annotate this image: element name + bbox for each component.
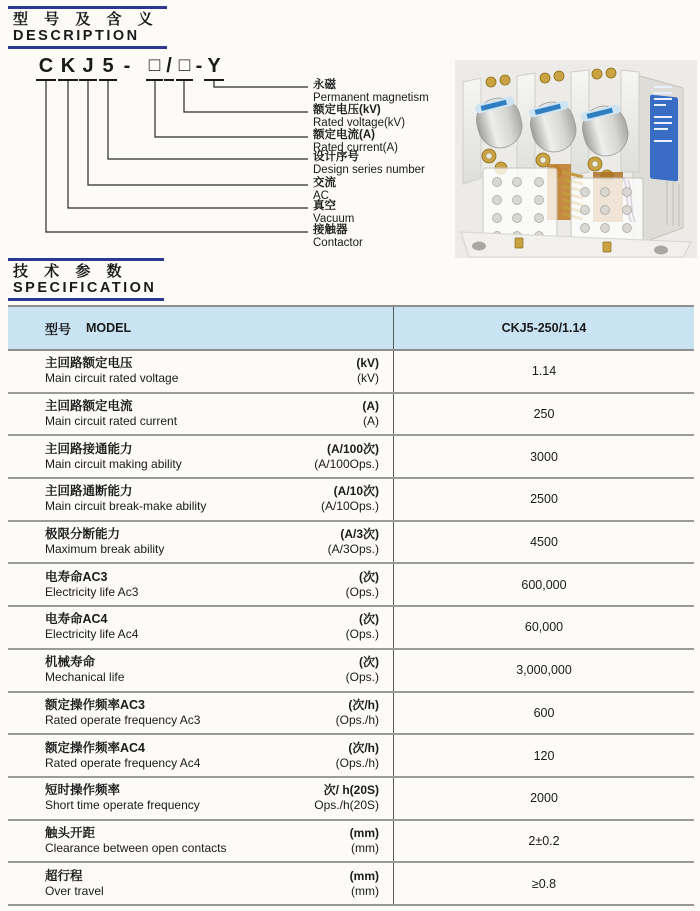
- param-cell: [8, 693, 394, 734]
- table-row: [8, 436, 694, 479]
- model-char-slash: /: [164, 55, 174, 81]
- callout-cn: 真空: [313, 200, 336, 212]
- callout-en: Design series number: [313, 163, 425, 176]
- callout-en: Contactor: [313, 236, 363, 249]
- param-cell: [8, 735, 394, 776]
- param-unit-en: (A): [363, 414, 379, 429]
- param-unit-cn: (次): [359, 655, 379, 670]
- param-name-cn: 主回路额定电压: [45, 356, 133, 371]
- param-unit-cn: (A/10次): [333, 484, 379, 499]
- callout-en: Rated current(A): [313, 141, 399, 154]
- specification-heading-cn: 技 术 参 数: [13, 263, 128, 280]
- model-char-C: C: [36, 55, 56, 81]
- param-unit-cn: (mm): [349, 868, 379, 883]
- param-unit-en: (mm): [351, 840, 379, 855]
- param-unit-en: (Ops./h): [335, 712, 379, 727]
- callout-en: Permanent magnetism: [313, 91, 429, 104]
- param-unit-cn: (A): [362, 399, 379, 414]
- param-name-en: Main circuit rated voltage: [45, 371, 179, 386]
- param-name-en: Electricity life Ac3: [45, 584, 139, 599]
- param-value: 600,000: [521, 577, 567, 592]
- specification-heading: [8, 258, 164, 301]
- description-heading: [8, 6, 167, 49]
- param-value: 250: [533, 407, 555, 422]
- callout-vacuum: [313, 200, 354, 225]
- param-unit-cn: (A/3次): [340, 527, 379, 542]
- callout-cn: 交流: [313, 177, 336, 189]
- callout-cn: 额定电流(A): [313, 129, 375, 141]
- callout-permanent-magnetism: [313, 79, 429, 104]
- param-name-en: Short time operate frequency: [45, 798, 200, 813]
- param-name-en: Rated operate frequency Ac3: [45, 712, 201, 727]
- param-name-en: Main circuit rated current: [45, 414, 178, 429]
- callout-en: Vacuum: [313, 212, 355, 225]
- table-row: [8, 564, 694, 607]
- callout-cn: 接触器: [313, 224, 348, 236]
- callout-contactor: [313, 224, 363, 249]
- param-unit-en: (kV): [357, 371, 379, 386]
- param-cell: [8, 863, 394, 904]
- param-value: 4500: [530, 535, 558, 550]
- param-cell: [8, 522, 394, 563]
- param-value: ≥0.8: [531, 876, 557, 891]
- param-unit-cn: (次): [359, 569, 379, 584]
- param-name-en: Over travel: [45, 883, 104, 898]
- param-name-en: Electricity life Ac4: [45, 627, 139, 642]
- param-unit-en: (A/100Ops.): [314, 456, 379, 471]
- param-name-cn: 额定操作频率AC3: [45, 697, 146, 712]
- param-cell: [8, 479, 394, 520]
- param-name-cn: 主回路额定电流: [45, 399, 133, 414]
- param-name-en: Rated operate frequency Ac4: [45, 755, 201, 770]
- param-value: 3,000,000: [516, 663, 572, 678]
- callout-ac: [313, 177, 336, 202]
- param-unit-en: (mm): [351, 883, 379, 898]
- callout-cn: 设计序号: [313, 151, 359, 163]
- param-unit-en: (Ops.): [345, 627, 379, 642]
- param-cell: [8, 394, 394, 435]
- table-header-row: [8, 307, 694, 351]
- param-value: 1.14: [531, 364, 557, 379]
- specification-heading-en: SPECIFICATION: [13, 280, 157, 296]
- callout-cn: 永磁: [313, 79, 336, 91]
- param-cell: [8, 650, 394, 691]
- model-label-cn: 型号: [45, 321, 72, 337]
- description-heading-en: DESCRIPTION: [13, 28, 140, 44]
- param-cell: [8, 351, 394, 392]
- param-name-cn: 触头开距: [45, 825, 96, 840]
- param-unit-cn: 次/ h(20S): [323, 783, 379, 798]
- param-value: 2±0.2: [528, 833, 560, 848]
- table-row: [8, 693, 694, 736]
- table-row: [8, 607, 694, 650]
- param-value: 600: [533, 705, 555, 720]
- param-name-en: Main circuit making ability: [45, 456, 182, 471]
- param-name-cn: 额定操作频率AC4: [45, 740, 146, 755]
- table-row: [8, 479, 694, 522]
- param-unit-cn: (mm): [349, 825, 379, 840]
- model-char-Y: Y: [204, 55, 224, 81]
- table-row: [8, 863, 694, 904]
- model-label-en: MODEL: [86, 321, 132, 335]
- model-char-J: J: [79, 55, 97, 81]
- model-header-cell: [8, 307, 394, 349]
- param-cell: [8, 778, 394, 819]
- param-unit-cn: (kV): [356, 356, 379, 371]
- table-row: [8, 778, 694, 821]
- product-photo-icon: [455, 60, 697, 258]
- param-value: 120: [533, 748, 555, 763]
- model-value-cell: CKJ5-250/1.14: [501, 321, 587, 335]
- callout-en: Rated voltage(kV): [313, 116, 406, 129]
- param-name-cn: 主回路接通能力: [45, 441, 133, 456]
- param-cell: [8, 607, 394, 648]
- param-name-cn: 短时操作频率: [45, 783, 121, 798]
- table-row: [8, 522, 694, 565]
- callout-cn: 额定电压(kV): [313, 104, 381, 116]
- param-name-cn: 极限分断能力: [45, 527, 121, 542]
- param-value: 3000: [530, 449, 558, 464]
- param-unit-en: (Ops.): [345, 584, 379, 599]
- param-cell: [8, 564, 394, 605]
- param-name-cn: 主回路通断能力: [45, 484, 133, 499]
- param-value: 2500: [530, 492, 558, 507]
- param-name-en: Maximum break ability: [45, 542, 165, 557]
- table-row: [8, 394, 694, 437]
- table-row: [8, 821, 694, 864]
- table-row: [8, 735, 694, 778]
- model-char-5: 5: [99, 55, 117, 81]
- param-cell: [8, 821, 394, 862]
- callout-design-series: [313, 151, 425, 176]
- param-name-cn: 电寿命AC3: [45, 569, 108, 584]
- table-row: [8, 351, 694, 394]
- callout-rated-voltage: [313, 104, 405, 129]
- param-unit-cn: (次/h): [348, 740, 379, 755]
- param-name-cn: 超行程: [45, 868, 83, 883]
- description-heading-cn: 型 号 及 含 义: [13, 11, 159, 28]
- param-unit-en: (Ops./h): [335, 755, 379, 770]
- param-unit-en: (A/3Ops.): [327, 542, 379, 557]
- param-unit-en: (A/10Ops.): [320, 499, 379, 514]
- param-unit-en: (Ops.): [345, 670, 379, 685]
- param-cell: [8, 436, 394, 477]
- model-number-diagram: [0, 50, 455, 265]
- model-char-dash2: -: [195, 55, 203, 77]
- param-value: 2000: [530, 791, 558, 806]
- table-row: [8, 650, 694, 693]
- param-unit-cn: (次): [359, 612, 379, 627]
- param-unit-cn: (次/h): [348, 697, 379, 712]
- param-name-en: Mechanical life: [45, 670, 125, 685]
- model-char-K: K: [58, 55, 78, 81]
- param-unit-en: Ops./h(20S): [314, 798, 379, 813]
- specification-table: [8, 305, 694, 906]
- param-name-en: Clearance between open contacts: [45, 840, 227, 855]
- model-char-box1: □: [146, 55, 163, 81]
- callout-en: AC: [313, 189, 329, 202]
- param-unit-cn: (A/100次): [326, 441, 379, 456]
- param-name-cn: 机械寿命: [45, 655, 96, 670]
- param-name-cn: 电寿命AC4: [45, 612, 108, 627]
- param-value: 60,000: [524, 620, 564, 635]
- model-char-dash1: -: [123, 55, 131, 77]
- model-char-box2: □: [176, 55, 193, 81]
- param-name-en: Main circuit break-make ability: [45, 499, 207, 514]
